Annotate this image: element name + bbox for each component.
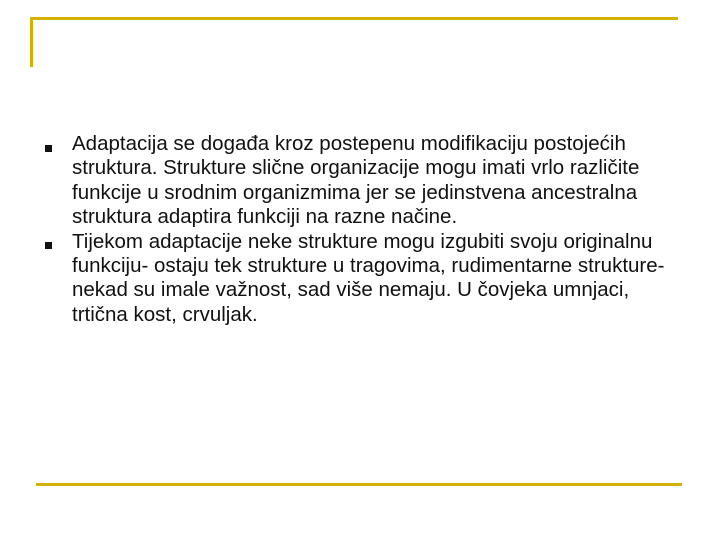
- bottom-frame-line: [36, 483, 682, 486]
- square-bullet-icon: [45, 145, 52, 152]
- list-item: [42, 230, 692, 328]
- top-frame-line: [30, 17, 678, 20]
- list-item: [42, 121, 692, 230]
- bullet-text: Adaptacija se događa kroz postepenu modifikaciju postojećih struktura. Strukture slične organizacije mogu imati vrlo različite funkcije u srodnim organizmima jer se jedinstvena ancestralna struktura adaptira funkciji na razne načine.: [72, 132, 640, 229]
- slide-content: [42, 121, 692, 327]
- square-bullet-icon: [45, 242, 52, 249]
- bullet-text: Tijekom adaptacije neke strukture mogu izgubiti svoju originalnu funkciju- ostaju tek strukture u tragovima, rudimentarne strukture- nekad su imale važnost, sad više nemaju. U čovjeka umnjaci, trtična kost, crvuljak.: [72, 229, 665, 326]
- left-frame-stub: [30, 17, 33, 67]
- bullet-list: [42, 121, 692, 327]
